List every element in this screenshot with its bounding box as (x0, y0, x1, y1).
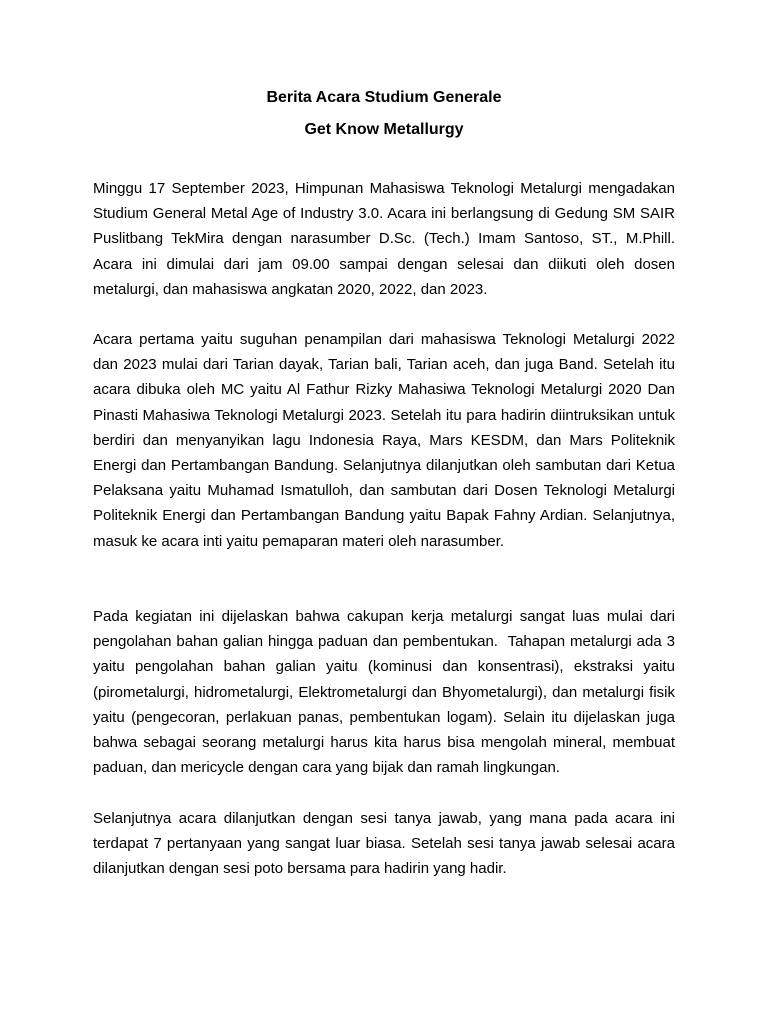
document-title: Berita Acara Studium Generale (266, 89, 502, 106)
paragraph-intro: Minggu 17 September 2023, Himpunan Mahasiswa Teknologi Metalurgi mengadakan Studium General Metal Age of Industry 3.0. Acara ini berlangsung di Gedung SM SAIR Puslitbang TekMira dengan narasumber D.Sc. (Tech.) Imam Santoso, ST., M.Phill. Acara ini dimulai dari jam 09.00 sampai dengan selesai dan diikuti oleh dosen metalurgi, dan mahasiswa angkatan 2020, 2022, dan 2023. (93, 180, 684, 298)
document-subtitle: Get Know Metallurgy (304, 121, 464, 138)
paragraph-material: Pada kegiatan ini dijelaskan bahwa cakupan kerja metalurgi sangat luas mulai dari pengolahan bahan galian hingga paduan dan pembentukan. Tahapan metalurgi ada 3 yaitu pengolahan bahan galian yaitu (kominusi dan konsentrasi), ekstraksi yaitu (pirometalurgi, hidrometalurgi, Elektrometalurgi dan Bhyometalurgi), dan metalurgi fisik yaitu (pengecoran, perlakuan panas, pembentukan logam). Selain itu dijelaskan juga bahwa sebagai seorang metalurgi harus kita harus bisa mengolah mineral, membuat paduan, dan mericycle dengan cara yang bijak dan ramah lingkungan. (93, 608, 680, 777)
paragraph-opening: Acara pertama yaitu suguhan penampilan dari mahasiswa Teknologi Metalurgi 2022 dan 2023 mulai dari Tarian dayak, Tarian bali, Tarian aceh, dan juga Band. Setelah itu acara dibuka oleh MC yaitu Al Fathur Rizky Mahasiwa Teknologi Metalurgi 2020 Dan Pinasti Mahasiwa Teknologi Metalurgi 2023. Setelah itu para hadirin diintruksikan untuk berdiri dan menyanyikan lagu Indonesia Raya, Mars KESDM, dan Mars Politeknik Energi dan Pertambangan Bandung. Selanjutnya dilanjutkan oleh sambutan dari Ketua Pelaksana yaitu Muhamad Ismatulloh, dan sambutan dari Dosen Teknologi Metalurgi Politeknik Energi dan Pertambangan Bandung yaitu Bapak Fahny Ardian. Selanjutnya, masuk ke acara inti yaitu pemaparan materi oleh narasumber. (93, 331, 680, 550)
paragraph-closing: Selanjutnya acara dilanjutkan dengan sesi tanya jawab, yang mana pada acara ini terdapat 7 pertanyaan yang sangat luar biasa. Setelah sesi tanya jawab selesai acara dilanjutkan dengan sesi poto bersama para hadirin yang hadir. (93, 810, 680, 878)
